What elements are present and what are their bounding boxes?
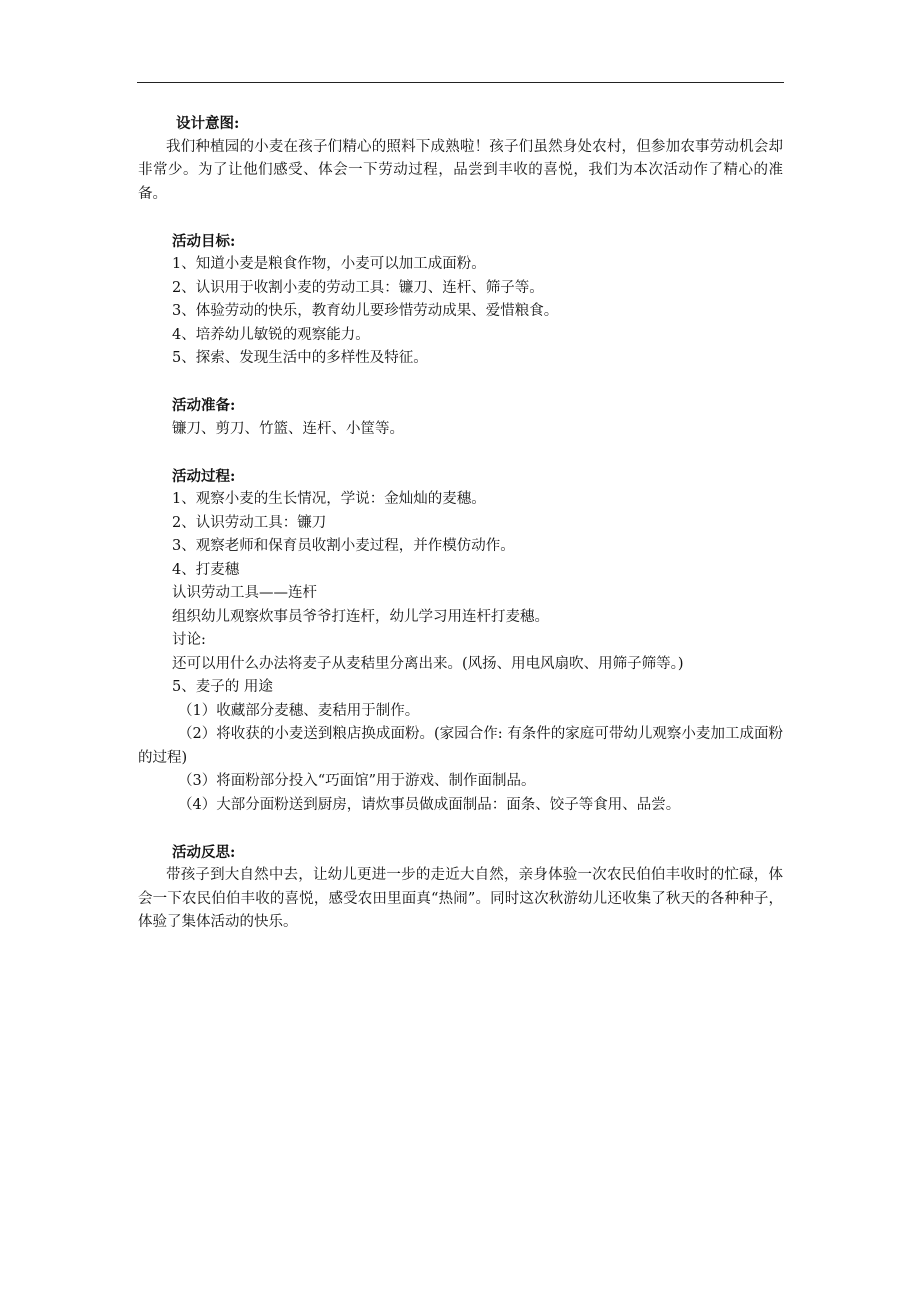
goal-item-2: 2、认识用于收割小麦的劳动工具：镰刀、连杆、筛子等。	[172, 279, 544, 296]
process-sub-item-1: （1）收藏部分麦穗、麦秸用于制作。	[178, 702, 420, 719]
goals-heading: 活动目标:	[172, 232, 236, 250]
preparation-heading: 活动准备:	[172, 397, 236, 414]
process-sub-item-4: （4）大部分面粉送到厨房，请炊事员做成面制品：面条、饺子等食用、品尝。	[178, 796, 681, 813]
design-intent-paragraph: 我们种植园的小麦在孩子们精心的照料下成熟啦！孩子们虽然身处农村，但参加农事劳动机会却非常少。为了让他们感受、体会一下劳动过程，品尝到丰收的喜悦，我们为本次活动作了精心的准备。	[138, 138, 783, 202]
section-spacer	[138, 441, 783, 465]
process-discussion-text: 还可以用什么办法将麦子从麦秸里分离出来。(风扬、用电风扇吹、用筛子筛等。)	[172, 655, 684, 672]
process-tool-line: 认识劳动工具——连杆	[172, 585, 317, 601]
goal-item-5: 5、探索、发现生活中的多样性及特征。	[172, 350, 428, 366]
process-step-4: 4、打麦穗	[172, 561, 240, 578]
reflection-heading: 活动反思:	[172, 843, 236, 861]
section-spacer	[138, 206, 783, 230]
preparation-text: 镰刀、剪刀、竹篮、连杆、小筐等。	[172, 420, 404, 437]
goal-item-3: 3、体验劳动的快乐，教育幼儿要珍惜劳动成果、爱惜粮食。	[172, 303, 559, 319]
process-heading: 活动过程:	[172, 467, 236, 485]
document-body	[138, 112, 783, 935]
process-step-1: 1、观察小麦的生长情况，学说：金灿灿的麦穗。	[172, 491, 486, 507]
process-sub-item-3: （3）将面粉部分投入“巧面馆”用于游戏、制作面制品。	[178, 773, 536, 789]
process-discussion-label: 讨论:	[172, 632, 206, 648]
reflection-paragraph: 带孩子到大自然中去，让幼儿更进一步的走近大自然，亲身体验一次农民伯伯丰收时的忙碌，体会一下农民伯伯丰收的喜悦，感受农田里面真“热闹”。同时这次秋游幼儿还收集了秋天的各种种子，体验了集体活动的快乐。	[138, 867, 783, 930]
section-spacer	[138, 817, 783, 841]
goal-item-1: 1、知道小麦是粮食作物，小麦可以加工成面粉。	[172, 256, 486, 272]
process-step-2: 2、认识劳动工具：镰刀	[172, 514, 327, 531]
process-step-3: 3、观察老师和保育员收割小麦过程，并作模仿动作。	[172, 538, 515, 554]
goal-item-4: 4、培养幼儿敏锐的观察能力。	[172, 326, 370, 343]
process-sub-item-2: （2）将收获的小麦送到粮店换成面粉。(家园合作: 有条件的家庭可带幼儿观察小麦加工成面粉的过程)	[138, 726, 783, 766]
process-step-5: 5、麦子的 用途	[172, 679, 273, 695]
design-intent-heading: 设计意图:	[176, 115, 240, 132]
header-rule	[137, 82, 784, 83]
section-spacer	[138, 371, 783, 395]
process-organize-line: 组织幼儿观察炊事员爷爷打连杆，幼儿学习用连杆打麦穗。	[172, 608, 549, 625]
